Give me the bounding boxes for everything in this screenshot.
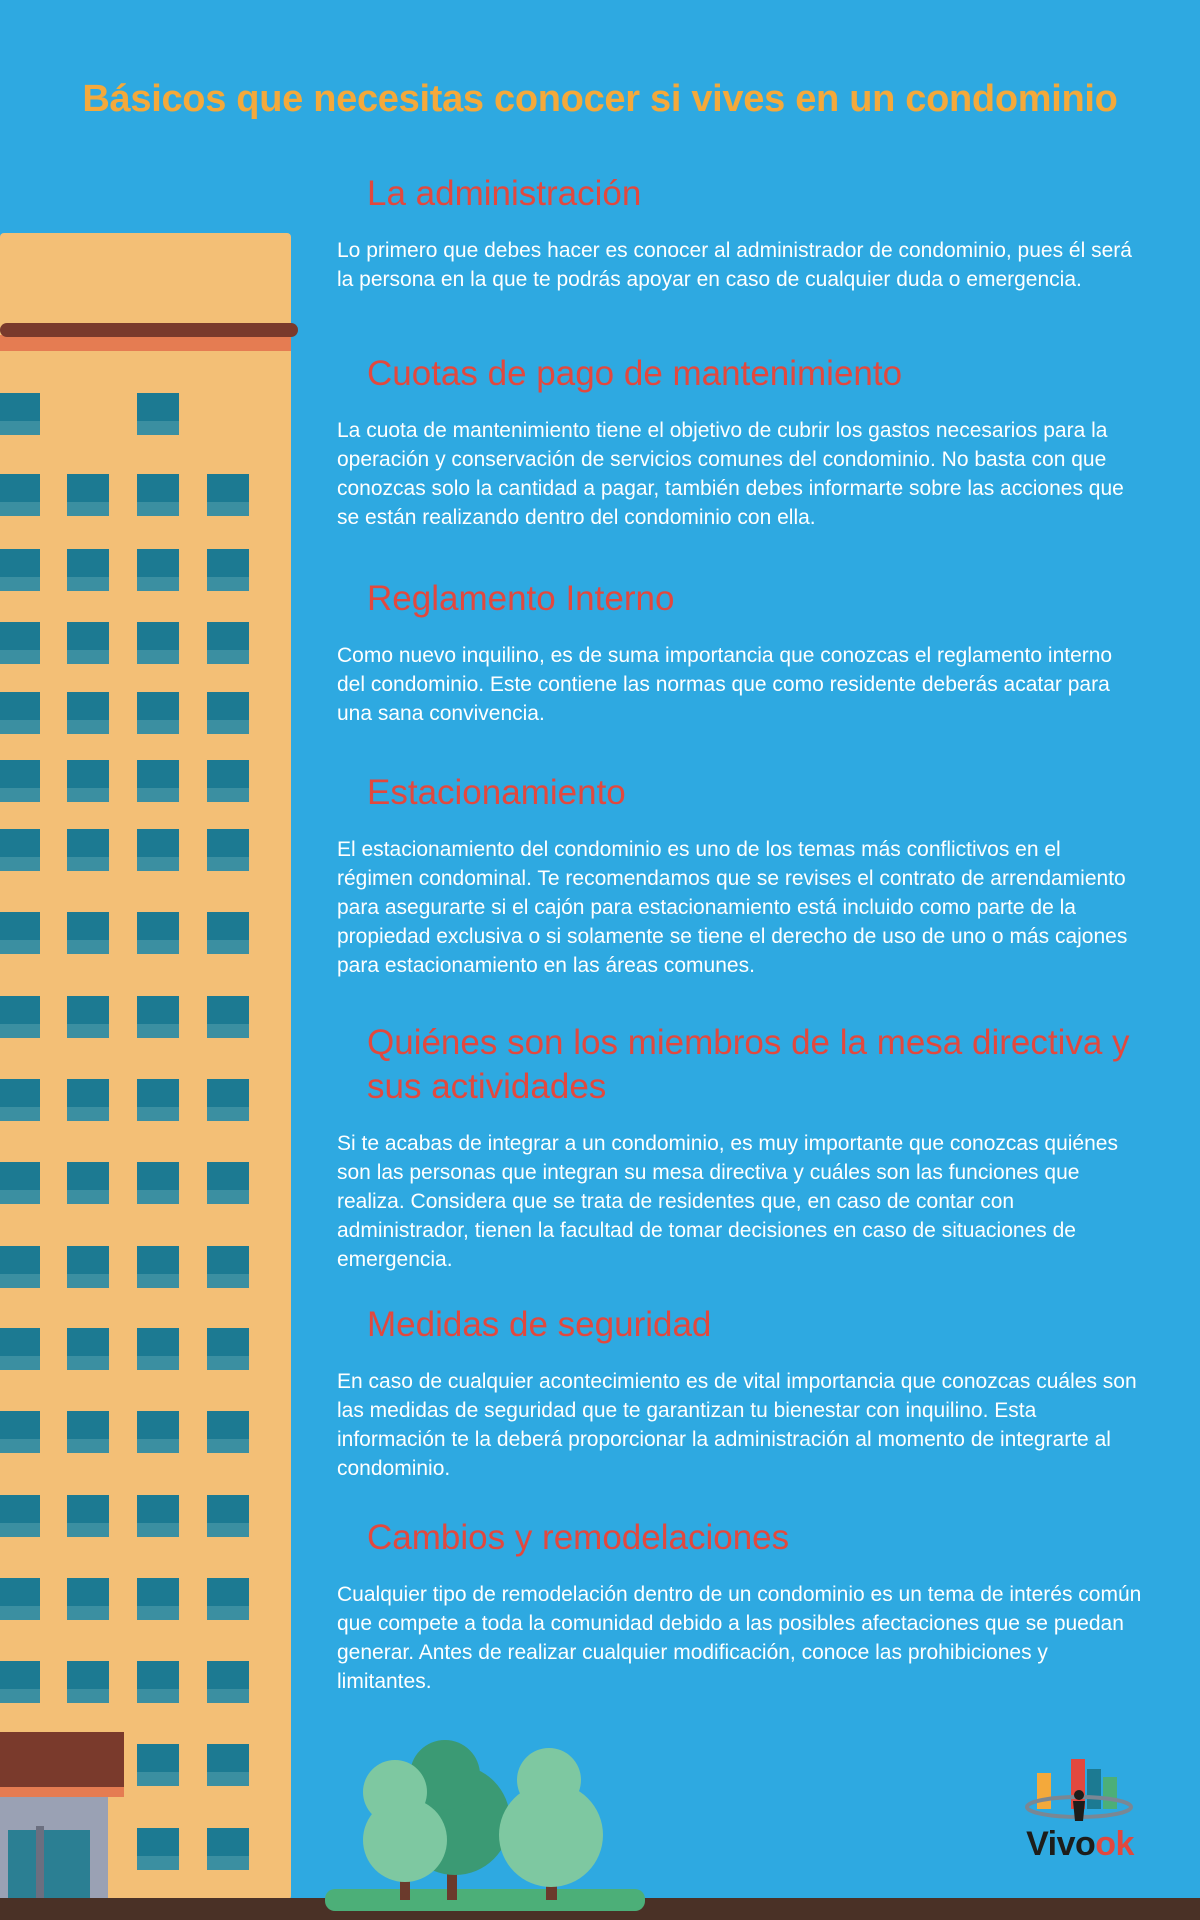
building-window-sill xyxy=(137,1689,179,1703)
building-window-sill xyxy=(207,1024,249,1038)
building-window xyxy=(67,912,109,940)
building-window-sill xyxy=(207,650,249,664)
building-window xyxy=(207,912,249,940)
building-window-sill xyxy=(137,577,179,591)
building-window xyxy=(137,1744,179,1772)
vivook-logo xyxy=(1015,1755,1145,1863)
building-window-sill xyxy=(207,940,249,954)
logo-text-vivo: Vivo xyxy=(1026,1825,1096,1863)
section-heading: Medidas de seguridad xyxy=(367,1305,712,1344)
building-window xyxy=(137,1328,179,1356)
building-window-sill xyxy=(207,1107,249,1121)
section-heading: La administración xyxy=(367,174,642,213)
section-heading: Cambios y remodelaciones xyxy=(367,1518,790,1557)
page-title: Básicos que necesitas conocer si vives en un condominio xyxy=(82,78,1118,120)
building-window xyxy=(207,474,249,502)
building-window xyxy=(137,1246,179,1274)
building-window xyxy=(0,1411,40,1439)
section-cuotas xyxy=(337,352,1142,532)
building-window-sill xyxy=(0,1606,40,1620)
building-window xyxy=(207,1246,249,1274)
building-window-sill xyxy=(0,720,40,734)
building-window xyxy=(207,622,249,650)
building-window-sill xyxy=(137,1356,179,1370)
building-window xyxy=(67,549,109,577)
building-window xyxy=(67,1661,109,1689)
building-window xyxy=(207,1578,249,1606)
building-window-sill xyxy=(0,1689,40,1703)
building-window xyxy=(137,760,179,788)
building-window xyxy=(0,829,40,857)
building-window xyxy=(67,829,109,857)
building-window xyxy=(0,1328,40,1356)
building-window xyxy=(67,1246,109,1274)
building-window xyxy=(0,912,40,940)
building-window-sill xyxy=(67,1024,109,1038)
building-window xyxy=(137,1411,179,1439)
building-window-sill xyxy=(137,1772,179,1786)
building-window xyxy=(0,996,40,1024)
building-window-sill xyxy=(67,1274,109,1288)
section-heading: Estacionamiento xyxy=(367,773,626,812)
building-window-sill xyxy=(207,1606,249,1620)
building-window-sill xyxy=(67,1606,109,1620)
logo-text-ok: ok xyxy=(1095,1825,1134,1863)
section-administracion xyxy=(337,172,1142,294)
building-window xyxy=(67,622,109,650)
building-window-sill xyxy=(137,1606,179,1620)
building-window-sill xyxy=(67,857,109,871)
building-window-sill xyxy=(0,650,40,664)
section-heading: Reglamento Interno xyxy=(367,579,675,618)
building-window xyxy=(0,549,40,577)
building-window xyxy=(0,1578,40,1606)
section-body: En caso de cualquier acontecimiento es de vital importancia que conozcas cuáles son las medidas de seguridad que te garantizan tu bienestar con inquilino. Esta información te la deberá proporcionar la administración al momento de integrarte al condominio. xyxy=(337,1370,1137,1480)
building-window xyxy=(67,1079,109,1107)
building-window xyxy=(207,996,249,1024)
building-window xyxy=(67,1495,109,1523)
section-body: Si te acabas de integrar a un condominio, es muy importante que conozcas quiénes son las personas que integran su mesa directiva y cuáles son las funciones que realiza. Considera que se trata de residentes que, en caso de contar con administrador, tienen la facultad de tomar decisiones en caso de situaciones de emergencia. xyxy=(337,1132,1118,1271)
section-estacionamiento xyxy=(337,771,1142,980)
building-window xyxy=(207,1495,249,1523)
building-window-sill xyxy=(0,1439,40,1453)
section-body: El estacionamiento del condominio es uno de los temas más conflictivos en el régimen condominal. Te recomendamos que se revises el contrato de arrendamiento para asegurarte si el cajón para estacionamiento está incluido como parte de la propiedad exclusiva o si solamente se tiene el derecho de uso de uno o más cajones para estacionamiento en las áreas comunes. xyxy=(337,838,1128,977)
building-window xyxy=(0,393,40,421)
building-window xyxy=(67,1578,109,1606)
building-window-sill xyxy=(67,1439,109,1453)
building-window-sill xyxy=(67,1107,109,1121)
building-window xyxy=(137,829,179,857)
building-window xyxy=(207,760,249,788)
building-window-sill xyxy=(207,788,249,802)
logo-wordmark xyxy=(1015,1825,1145,1864)
section-body: Cualquier tipo de remodelación dentro de un condominio es un tema de interés común que compete a toda la comunidad debido a las posibles afectaciones que se puedan generar. Antes de realizar cualquier modificación, conoce las prohibiciones y limitantes. xyxy=(337,1583,1142,1693)
section-reglamento xyxy=(337,577,1142,728)
building-window xyxy=(137,393,179,421)
building-window xyxy=(137,996,179,1024)
building-window-sill xyxy=(67,502,109,516)
building-window-sill xyxy=(137,1856,179,1870)
section-body: La cuota de mantenimiento tiene el objetivo de cubrir los gastos necesarios para la operación y conservación de servicios comunes del condominio. No basta con que conozcas solo la cantidad a pagar, también debes informarte sobre las acciones que se están realizando dentro del condominio con ella. xyxy=(337,419,1124,529)
section-mesa-directiva xyxy=(337,1021,1142,1274)
building-window-sill xyxy=(0,502,40,516)
entrance-door-left xyxy=(8,1830,36,1900)
building-window-sill xyxy=(137,421,179,435)
building-window-sill xyxy=(137,720,179,734)
building-window-sill xyxy=(67,940,109,954)
building-window-sill xyxy=(0,577,40,591)
building-window-sill xyxy=(207,1772,249,1786)
section-remodelaciones xyxy=(337,1516,1142,1696)
building-window xyxy=(67,692,109,720)
building-window xyxy=(137,1661,179,1689)
entrance-awning-trim xyxy=(0,1787,124,1797)
building-window-sill xyxy=(137,1024,179,1038)
building-window xyxy=(207,1079,249,1107)
building-window-sill xyxy=(137,857,179,871)
building-window-sill xyxy=(207,857,249,871)
building-window xyxy=(207,549,249,577)
building-window xyxy=(0,474,40,502)
building-window xyxy=(207,1744,249,1772)
building-window xyxy=(67,760,109,788)
building-band xyxy=(0,335,291,351)
entrance-door-divider xyxy=(36,1826,44,1900)
building-window xyxy=(137,474,179,502)
building-window-sill xyxy=(137,1274,179,1288)
building-window-sill xyxy=(137,502,179,516)
building-window xyxy=(0,692,40,720)
building-window-sill xyxy=(67,1689,109,1703)
entrance-awning xyxy=(0,1732,124,1787)
building-window xyxy=(0,1661,40,1689)
building-window xyxy=(0,1079,40,1107)
trees-illustration xyxy=(355,1730,615,1900)
building-window-sill xyxy=(0,788,40,802)
building-window xyxy=(207,1328,249,1356)
building-window-sill xyxy=(0,421,40,435)
building-window-sill xyxy=(207,1689,249,1703)
tree-canopy xyxy=(517,1748,581,1812)
building-window xyxy=(67,996,109,1024)
building-window-sill xyxy=(67,577,109,591)
section-heading: Cuotas de pago de mantenimiento xyxy=(367,354,903,393)
entrance-door-right xyxy=(44,1830,90,1900)
logo-buildings-icon xyxy=(1015,1755,1145,1827)
building-window-sill xyxy=(207,502,249,516)
building-window xyxy=(137,549,179,577)
building-window-sill xyxy=(67,1356,109,1370)
building-window xyxy=(137,1578,179,1606)
building-window-sill xyxy=(67,720,109,734)
building-window xyxy=(137,692,179,720)
building-window xyxy=(67,474,109,502)
building-window xyxy=(207,1661,249,1689)
building-window-sill xyxy=(207,720,249,734)
building-window-sill xyxy=(0,1523,40,1537)
building-window xyxy=(137,1162,179,1190)
building-window xyxy=(137,1079,179,1107)
building-window-sill xyxy=(0,1274,40,1288)
building-window xyxy=(0,760,40,788)
building-window-sill xyxy=(207,1356,249,1370)
building-window-sill xyxy=(67,1523,109,1537)
section-seguridad xyxy=(337,1303,1142,1483)
building-window xyxy=(207,1828,249,1856)
building-window xyxy=(207,1162,249,1190)
building-window-sill xyxy=(67,1190,109,1204)
building-window xyxy=(0,622,40,650)
building-window-sill xyxy=(207,577,249,591)
building-window-sill xyxy=(207,1439,249,1453)
building-window-sill xyxy=(0,1107,40,1121)
building-window-sill xyxy=(0,1356,40,1370)
building-window-sill xyxy=(67,650,109,664)
building-window-sill xyxy=(0,1024,40,1038)
section-body: Lo primero que debes hacer es conocer al administrador de condominio, pues él será la persona en la que te podrás apoyar en caso de cualquier duda o emergencia. xyxy=(337,239,1132,291)
building-window-sill xyxy=(207,1190,249,1204)
building-window-sill xyxy=(137,1523,179,1537)
building-window-sill xyxy=(137,788,179,802)
section-heading: Quiénes son los miembros de la mesa directiva y sus actividades xyxy=(367,1023,1130,1106)
building-window-sill xyxy=(137,1190,179,1204)
building-window xyxy=(67,1411,109,1439)
building-window-sill xyxy=(0,857,40,871)
building-window xyxy=(0,1162,40,1190)
building-window-sill xyxy=(137,650,179,664)
building-window xyxy=(137,622,179,650)
building-window-sill xyxy=(137,1439,179,1453)
building-ledge xyxy=(0,323,298,337)
building-window xyxy=(207,692,249,720)
building-window-sill xyxy=(137,940,179,954)
building-window xyxy=(137,912,179,940)
building-window-sill xyxy=(137,1107,179,1121)
building-window-sill xyxy=(207,1856,249,1870)
section-body: Como nuevo inquilino, es de suma importancia que conozcas el reglamento interno del condominio. Este contiene las normas que como residente deberás acatar para una sana convivencia. xyxy=(337,644,1113,725)
building-window xyxy=(0,1495,40,1523)
tree-canopy xyxy=(363,1760,427,1824)
building-window-sill xyxy=(207,1274,249,1288)
building-window xyxy=(0,1246,40,1274)
building-window xyxy=(137,1495,179,1523)
building-window xyxy=(67,1328,109,1356)
building-window xyxy=(137,1828,179,1856)
building-window-sill xyxy=(0,1190,40,1204)
building-window-sill xyxy=(207,1523,249,1537)
building-illustration xyxy=(0,0,300,1900)
building-window xyxy=(207,829,249,857)
building-window xyxy=(67,1162,109,1190)
building-window-sill xyxy=(0,940,40,954)
building-window-sill xyxy=(67,788,109,802)
building-window xyxy=(207,1411,249,1439)
